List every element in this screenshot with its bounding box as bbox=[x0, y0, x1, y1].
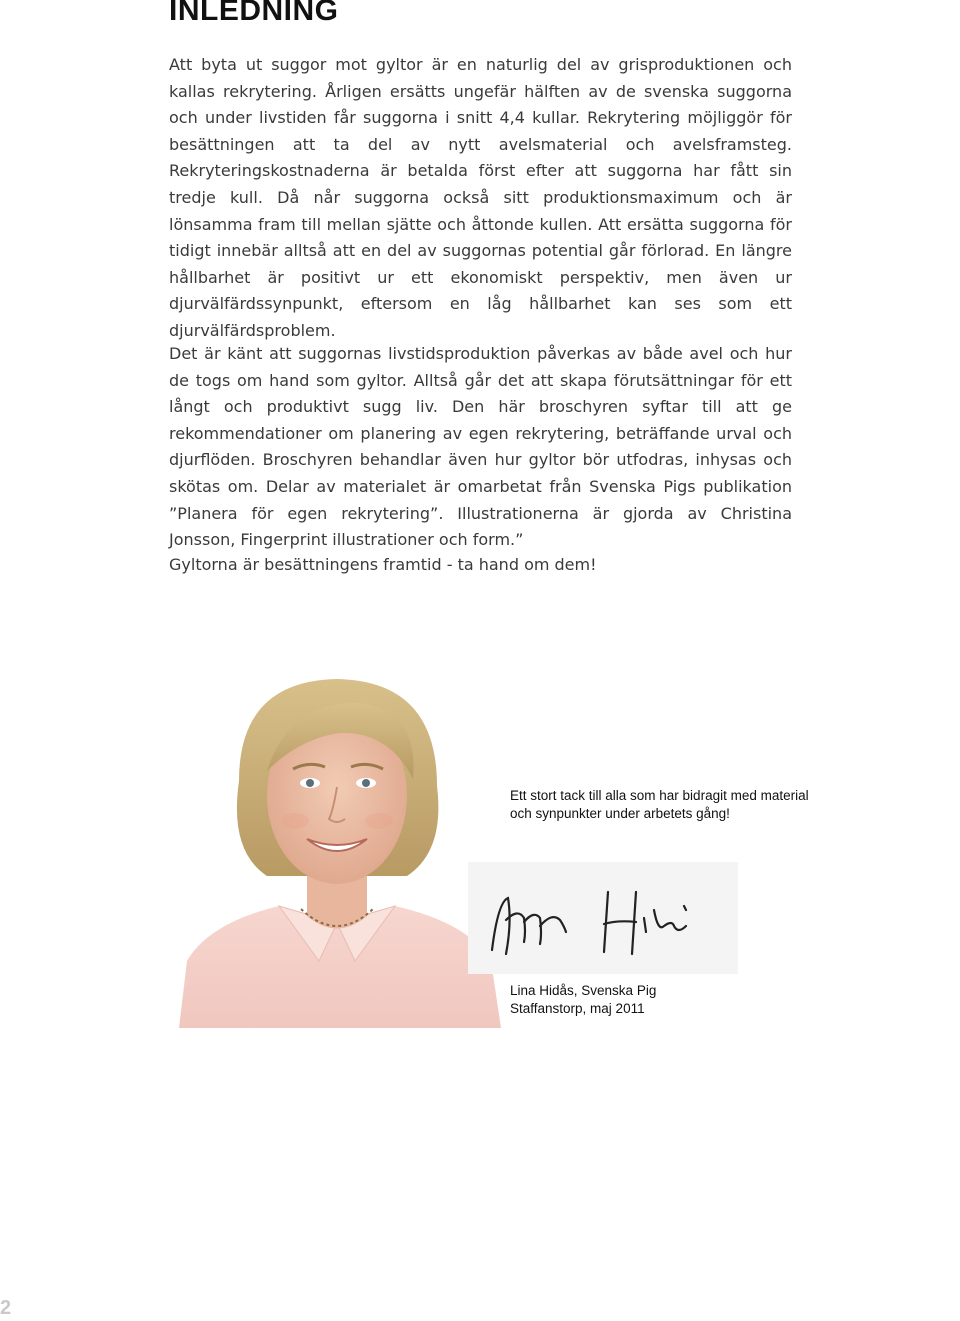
thanks-note: Ett stort tack till alla som har bidragit med material och synpunkter under arbetets gång! bbox=[510, 788, 809, 821]
signoff-name: Lina Hidås, Svenska Pig bbox=[510, 983, 657, 998]
purpose-paragraph: Det är känt att suggornas livstidsproduktion påverkas av både avel och hur de togs om hand som gyltor. Alltså går det att skapa förutsättningar för ett långt och produktivt sugg liv. Den här broschyren syftar till att ge rekommendationer om planering av egen rekrytering, beträffande urval och djurflöden. Broschyren behandlar även hur gyltor bör utfodras, inhysas och skötas om. Delar av materialet är omarbetat från Svenska Pigs publikation ”Planera för egen rekrytering”. Illustrationerna är gjorda av Christina Jonsson, Fingerprint illustrationer och form.” bbox=[169, 344, 792, 550]
signoff bbox=[510, 982, 810, 1018]
closing-line: Gyltorna är besättningens framtid - ta hand om dem! bbox=[169, 555, 597, 574]
page-number: 2 bbox=[0, 1297, 12, 1319]
intro-paragraph: Att byta ut suggor mot gyltor är en naturlig del av grisproduktionen och kallas rekrytering. Årligen ersätts ungefär hälften av de svenska suggorna och under livstiden får suggorna i snitt 4,4 kullar. Rekrytering möjliggör för besättningen att ta del av nytt avelsmaterial och avelsframsteg. Rekryteringskostnaderna är betalda först efter att suggorna har fått sin tredje kull. Då når suggorna också sitt produktionsmaximum och är lönsamma fram till mellan sjätte och åttonde kullen. Att ersätta suggorna för tidigt innebär alltså att en del av suggornas potential går förlorad. En längre hållbarhet är positivt ur ett ekonomiskt perspektiv, men även ur djurvälfärdssynpunkt, eftersom en låg hållbarhet kan ses som ett djurvälfärdsproblem. bbox=[169, 55, 792, 340]
page-title: INLEDNING bbox=[169, 0, 339, 27]
signature-image bbox=[468, 862, 738, 974]
signoff-place-date: Staffanstorp, maj 2011 bbox=[510, 1001, 645, 1016]
author-portrait bbox=[169, 661, 505, 1028]
